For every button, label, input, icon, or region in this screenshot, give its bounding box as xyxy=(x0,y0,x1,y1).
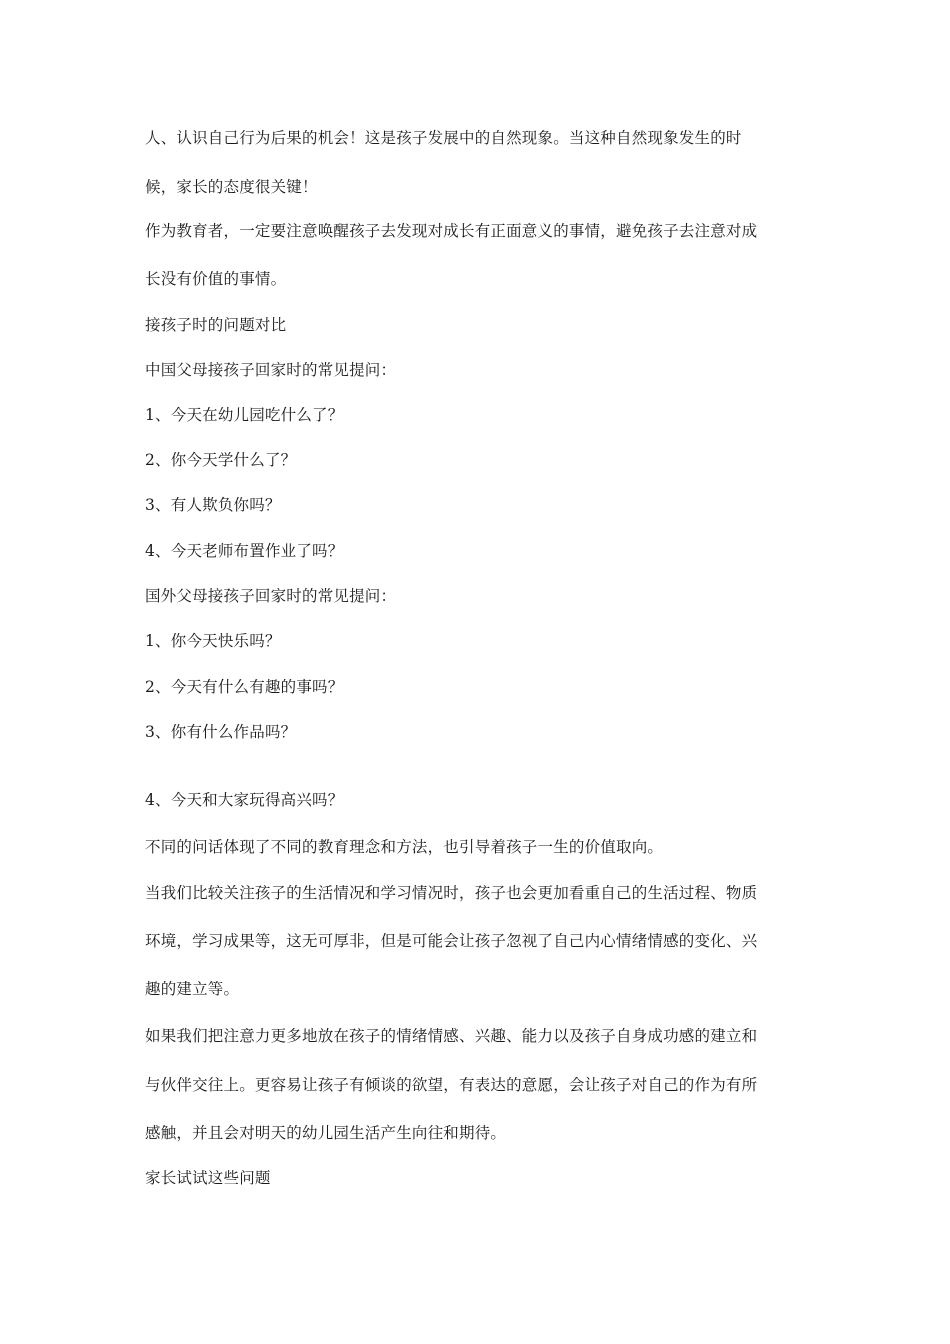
text-line: 感触，并且会对明天的幼儿园生活产生向往和期待。 xyxy=(145,1124,507,1142)
text-line: 候，家长的态度很关键！ xyxy=(145,178,318,196)
text-line: 如果我们把注意力更多地放在孩子的情绪情感、兴趣、能力以及孩子自身成功感的建立和 xyxy=(145,1027,758,1045)
section-heading: 家长试试这些问题 xyxy=(145,1169,271,1187)
text-line: 趣的建立等。 xyxy=(145,980,240,998)
text-line: 作为教育者，一定要注意唤醒孩子去发现对成长有正面意义的事情，避免孩子去注意对成 xyxy=(145,222,758,240)
text-line: 国外父母接孩子回家时的常见提问： xyxy=(145,587,397,605)
text-line: 环境，学习成果等，这无可厚非，但是可能会让孩子忽视了自己内心情绪情感的变化、兴 xyxy=(145,932,758,950)
list-item: 4、今天和大家玩得高兴吗？ xyxy=(145,791,344,809)
text-line: 当我们比较关注孩子的生活情况和学习情况时，孩子也会更加看重自己的生活过程、物质 xyxy=(145,884,758,902)
list-item: 2、你今天学什么了？ xyxy=(145,451,297,469)
text-line: 人、认识自己行为后果的机会！这是孩子发展中的自然现象。当这种自然现象发生的时 xyxy=(145,129,742,147)
list-item: 3、有人欺负你吗？ xyxy=(145,496,281,514)
text-line: 不同的问话体现了不同的教育理念和方法，也引导着孩子一生的价值取向。 xyxy=(145,838,664,856)
text-line: 长没有价值的事情。 xyxy=(145,270,287,288)
list-item: 3、你有什么作品吗？ xyxy=(145,723,297,741)
list-item: 1、今天在幼儿园吃什么了？ xyxy=(145,406,344,424)
text-line: 中国父母接孩子回家时的常见提问： xyxy=(145,361,397,379)
list-item: 1、你今天快乐吗？ xyxy=(145,632,281,650)
text-line: 与伙伴交往上。更容易让孩子有倾谈的欲望，有表达的意愿，会让孩子对自己的作为有所 xyxy=(145,1076,758,1094)
list-item: 4、今天老师布置作业了吗？ xyxy=(145,542,344,560)
section-heading: 接孩子时的问题对比 xyxy=(145,316,287,334)
list-item: 2、今天有什么有趣的事吗？ xyxy=(145,678,344,696)
